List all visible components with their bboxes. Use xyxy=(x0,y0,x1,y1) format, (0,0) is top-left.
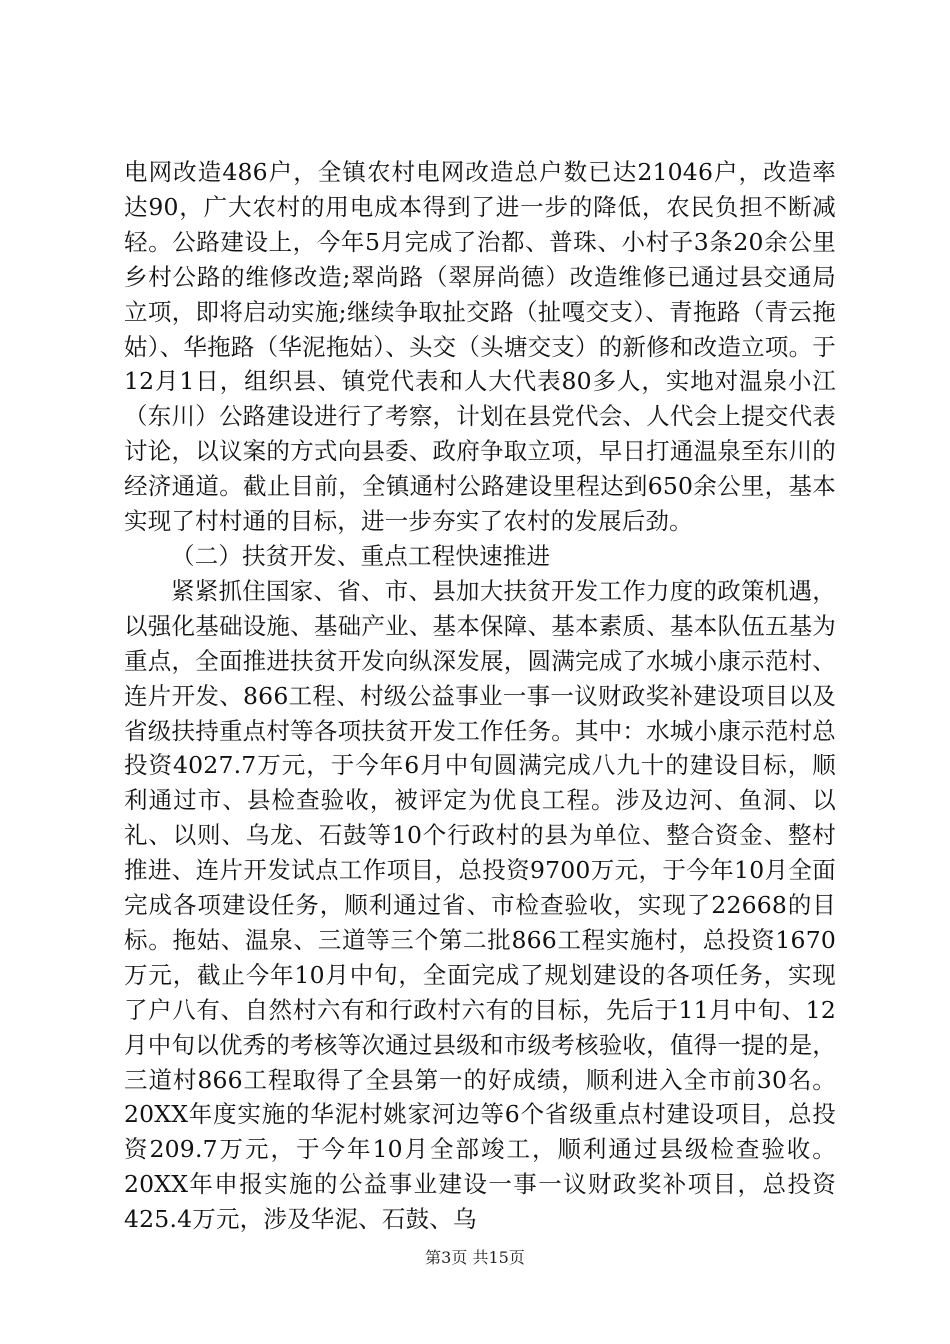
section-heading: （二）扶贫开发、重点工程快速推进 xyxy=(171,541,551,570)
paragraph-poverty-alleviation: 紧紧抓住国家、省、市、县加大扶贫开发工作力度的政策机遇，以强化基础设施、基础产业、基本保障、基本素质、基本队伍五基为重点，全面推进扶贫开发向纵深发展，圆满完成了水城小康示范村、连片开发、866工程、村级公益事业一事一议财政奖补建设项目以及省级扶持重点村等各项扶贫开发工作任务。其中：水城小康示范村总投资4027.7万元，于今年6月中旬圆满完成八九十的建设目标，顺利通过市、县检查验收，被评定为优良工程。涉及边河、鱼洞、以礼、以则、乌龙、石鼓等10个行政村的县为单位、整合资金、整村推进、连片开发试点工作项目，总投资9700万元，于今年10月全面完成各项建设任务，顺利通过省、市检查验收，实现了22668的目标。拖姑、温泉、三道等三个第二批866工程实施村，总投资1670万元，截止今年10月中旬，全面完成了规划建设的各项任务，实现了户八有、自然村六有和行政村六有的目标，先后于11月中旬、12月中旬以优秀的考核等次通过县级和市级考核验收，值得一提的是，三道村866工程取得了全县第一的好成绩，顺利进入全市前30名。20XX年度实施的华泥村姚家河边等6个省级重点村建设项目，总投资209.7万元，于今年10月全部竣工，顺利通过县级检查验收。20XX年申报实施的公益事业建设一事一议财政奖补项目，总投资425.4万元，涉及华泥、石鼓、乌 xyxy=(124,576,836,1234)
page-number-suffix: 页 xyxy=(508,1248,525,1267)
paragraph-continuation: 电网改造486户，全镇农村电网改造总户数已达21046户，改造率达90，广大农村的用电成本得到了进一步的降低，农民负担不断减轻。公路建设上，今年5月完成了治都、普珠、小村子3条20余公里乡村公路的维修改造;翠尚路（翠屏尚德）改造维修已通过县交通局立项，即将启动实施;继续争取扯交路（扯嘎交支）、青拖路（青云拖姑）、华拖路（华泥拖姑）、头交（头塘交支）的新修和改造立项。于12月1日，组织县、镇党代表和人大代表80多人，实地对温泉小江（东川）公路建设进行了考察，计划在县党代会、人代会上提交代表讨论，以议案的方式向县委、政府争取立项，早日打通温泉至东川的经济通道。截止目前，全镇通村公路建设里程达到650余公里，基本实现了村村通的目标，进一步夯实了农村的发展后劲。 xyxy=(124,158,836,536)
page-number-current: 3 xyxy=(441,1248,452,1267)
document-body xyxy=(124,155,836,1237)
page-number-mid: 页 共 xyxy=(451,1248,489,1267)
page-number-prefix: 第 xyxy=(425,1248,442,1267)
page-number-total: 15 xyxy=(488,1248,509,1267)
page-footer xyxy=(0,1245,950,1268)
